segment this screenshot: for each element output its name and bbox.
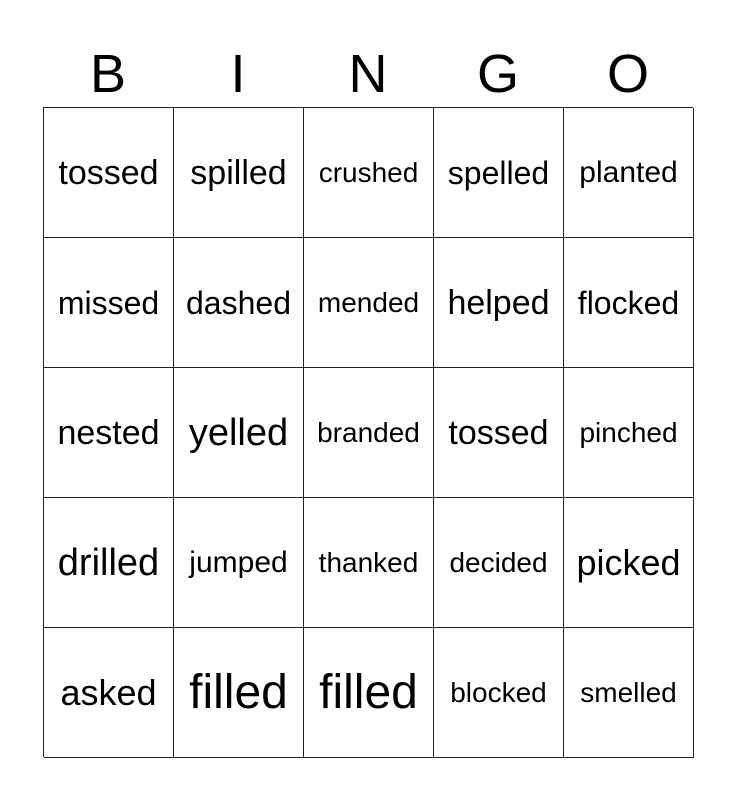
bingo-cell-r4-c1: drilled	[44, 498, 174, 628]
bingo-cell-r1-c4: spelled	[434, 108, 564, 238]
bingo-cell-r4-c5: picked	[564, 498, 694, 628]
bingo-cell-r3-c5: pinched	[564, 368, 694, 498]
bingo-cell-r5-c4: blocked	[434, 628, 564, 758]
header-letter-n: N	[348, 44, 388, 104]
bingo-cell-r3-c3: branded	[304, 368, 434, 498]
bingo-cell-r1-c3: crushed	[304, 108, 434, 238]
bingo-cell-r5-c2: filled	[174, 628, 304, 758]
bingo-cell-r4-c4: decided	[434, 498, 564, 628]
bingo-grid	[43, 107, 693, 757]
bingo-cell-r3-c4: tossed	[434, 368, 564, 498]
header-letter-i: I	[230, 44, 246, 104]
header-letter-b: B	[89, 44, 127, 104]
bingo-cell-r4-c2: jumped	[174, 498, 304, 628]
bingo-cell-r2-c1: missed	[44, 238, 174, 368]
bingo-cell-r1-c5: planted	[564, 108, 694, 238]
bingo-cell-r3-c2: yelled	[174, 368, 304, 498]
bingo-cell-r5-c3: filled	[304, 628, 434, 758]
bingo-cell-r1-c1: tossed	[44, 108, 174, 238]
bingo-cell-r2-c4: helped	[434, 238, 564, 368]
bingo-cell-r3-c1: nested	[44, 368, 174, 498]
header-letter-g: G	[476, 44, 519, 104]
bingo-cell-r5-c1: asked	[44, 628, 174, 758]
bingo-cell-r2-c2: dashed	[174, 238, 304, 368]
bingo-cell-r5-c5: smelled	[564, 628, 694, 758]
bingo-cell-r4-c3: thanked	[304, 498, 434, 628]
bingo-cell-r1-c2: spilled	[174, 108, 304, 238]
bingo-header	[43, 40, 693, 108]
bingo-cell-r2-c5: flocked	[564, 238, 694, 368]
bingo-cell-r2-c3: mended	[304, 238, 434, 368]
header-letter-o: O	[606, 44, 649, 104]
